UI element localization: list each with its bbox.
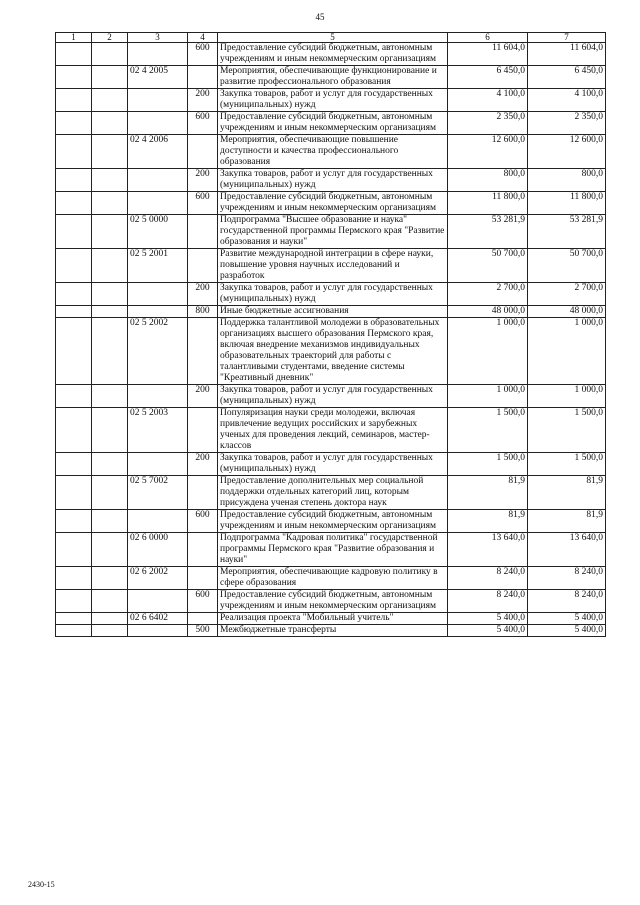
table-row [56, 135, 606, 169]
document-number: 2430-15 [28, 880, 55, 889]
table-row [56, 476, 606, 510]
cell-section [56, 112, 92, 135]
cell-name: Мероприятия, обеспечивающие функционирование и развитие профессионального образования [218, 66, 448, 89]
cell-expense-type: 200 [188, 169, 218, 192]
cell-amount-2: 50 700,0 [528, 249, 606, 283]
cell-target-code [128, 192, 188, 215]
cell-amount-2: 5 400,0 [528, 613, 606, 625]
cell-name: Развитие международной интеграции в сфере науки, повышение уровня научных исследований и разработок [218, 249, 448, 283]
cell-amount-1: 8 240,0 [448, 567, 528, 590]
cell-target-code [128, 385, 188, 408]
cell-expense-type [188, 533, 218, 567]
cell-amount-1: 81,9 [448, 510, 528, 533]
cell-amount-1: 2 700,0 [448, 283, 528, 306]
table-row [56, 89, 606, 112]
cell-target-code: 02 6 2002 [128, 567, 188, 590]
cell-expense-type [188, 408, 218, 453]
table-row [56, 533, 606, 567]
cell-subsection [92, 135, 128, 169]
cell-target-code: 02 5 2003 [128, 408, 188, 453]
cell-expense-type [188, 613, 218, 625]
cell-section [56, 249, 92, 283]
budget-table [55, 32, 606, 637]
cell-expense-type [188, 476, 218, 510]
cell-subsection [92, 567, 128, 590]
cell-subsection [92, 408, 128, 453]
cell-amount-2: 2 350,0 [528, 112, 606, 135]
cell-target-code [128, 510, 188, 533]
cell-name: Межбюджетные трансферты [218, 625, 448, 637]
cell-section [56, 613, 92, 625]
cell-target-code [128, 453, 188, 476]
cell-name: Закупка товаров, работ и услуг для государственных (муниципальных) нужд [218, 385, 448, 408]
cell-name: Подпрограмма "Кадровая политика" государственной программы Пермского края "Развитие образования и науки" [218, 533, 448, 567]
table-row [56, 43, 606, 66]
cell-target-code: 02 6 6402 [128, 613, 188, 625]
cell-name: Поддержка талантливой молодежи в образовательных организациях высшего образования Пермского края, включая внедрение механизмов индивидуальных образовательных траекторий для работы с талантливыми студентами, введение системы "Креативный дневник" [218, 318, 448, 385]
table-row [56, 625, 606, 637]
cell-section [56, 533, 92, 567]
table-row [56, 567, 606, 590]
cell-name: Популяризация науки среди молодежи, включая привлечение ведущих российских и зарубежных ученых для проведения лекций, семинаров, мастер-классов [218, 408, 448, 453]
cell-amount-1: 48 000,0 [448, 306, 528, 318]
cell-subsection [92, 112, 128, 135]
cell-amount-1: 13 640,0 [448, 533, 528, 567]
cell-subsection [92, 43, 128, 66]
cell-section [56, 453, 92, 476]
cell-amount-1: 12 600,0 [448, 135, 528, 169]
cell-target-code [128, 283, 188, 306]
cell-name: Иные бюджетные ассигнования [218, 306, 448, 318]
cell-name: Мероприятия, обеспечивающие повышение доступности и качества профессионального образования [218, 135, 448, 169]
cell-name: Предоставление дополнительных мер социальной поддержки отдельных категорий лиц, которым присуждена ученая степень доктора наук [218, 476, 448, 510]
cell-expense-type: 600 [188, 43, 218, 66]
cell-name: Предоставление субсидий бюджетным, автономным учреждениям и иным некоммерческим организациям [218, 192, 448, 215]
cell-expense-type: 200 [188, 453, 218, 476]
cell-section [56, 318, 92, 385]
cell-target-code: 02 4 2006 [128, 135, 188, 169]
cell-target-code: 02 5 2001 [128, 249, 188, 283]
cell-section [56, 66, 92, 89]
cell-target-code: 02 5 0000 [128, 215, 188, 249]
cell-expense-type: 800 [188, 306, 218, 318]
cell-amount-1: 4 100,0 [448, 89, 528, 112]
header-col-2: 2 [92, 33, 128, 43]
cell-amount-2: 4 100,0 [528, 89, 606, 112]
cell-subsection [92, 306, 128, 318]
cell-amount-2: 11 604,0 [528, 43, 606, 66]
cell-name: Предоставление субсидий бюджетным, автономным учреждениям и иным некоммерческим организациям [218, 510, 448, 533]
cell-section [56, 192, 92, 215]
cell-expense-type: 200 [188, 283, 218, 306]
cell-subsection [92, 533, 128, 567]
cell-subsection [92, 89, 128, 112]
cell-amount-2: 81,9 [528, 510, 606, 533]
cell-amount-2: 1 500,0 [528, 408, 606, 453]
cell-subsection [92, 590, 128, 613]
cell-section [56, 625, 92, 637]
cell-target-code [128, 89, 188, 112]
cell-target-code [128, 43, 188, 66]
cell-amount-2: 800,0 [528, 169, 606, 192]
cell-section [56, 135, 92, 169]
header-col-7: 7 [528, 33, 606, 43]
cell-amount-1: 50 700,0 [448, 249, 528, 283]
table-row [56, 283, 606, 306]
cell-section [56, 476, 92, 510]
cell-target-code: 02 5 7002 [128, 476, 188, 510]
cell-target-code [128, 625, 188, 637]
header-col-5: 5 [218, 33, 448, 43]
header-row [56, 33, 606, 43]
page-number: 45 [315, 12, 325, 22]
cell-expense-type [188, 318, 218, 385]
cell-section [56, 510, 92, 533]
cell-name: Закупка товаров, работ и услуг для государственных (муниципальных) нужд [218, 453, 448, 476]
cell-subsection [92, 453, 128, 476]
cell-amount-1: 11 800,0 [448, 192, 528, 215]
cell-target-code [128, 112, 188, 135]
cell-subsection [92, 169, 128, 192]
table-row [56, 249, 606, 283]
cell-name: Подпрограмма "Высшее образование и наука" государственной программы Пермского края "Развитие образования и науки" [218, 215, 448, 249]
table-row [56, 408, 606, 453]
cell-section [56, 89, 92, 112]
cell-name: Закупка товаров, работ и услуг для государственных (муниципальных) нужд [218, 89, 448, 112]
cell-target-code: 02 4 2005 [128, 66, 188, 89]
cell-amount-1: 5 400,0 [448, 625, 528, 637]
cell-name: Закупка товаров, работ и услуг для государственных (муниципальных) нужд [218, 283, 448, 306]
header-col-1: 1 [56, 33, 92, 43]
table-row [56, 306, 606, 318]
cell-expense-type [188, 135, 218, 169]
cell-amount-2: 1 000,0 [528, 318, 606, 385]
cell-name: Мероприятия, обеспечивающие кадровую политику в сфере образования [218, 567, 448, 590]
cell-amount-1: 800,0 [448, 169, 528, 192]
cell-amount-2: 8 240,0 [528, 590, 606, 613]
cell-expense-type: 600 [188, 590, 218, 613]
cell-subsection [92, 215, 128, 249]
cell-expense-type: 600 [188, 510, 218, 533]
cell-subsection [92, 66, 128, 89]
cell-target-code: 02 5 2002 [128, 318, 188, 385]
table-row [56, 192, 606, 215]
header-col-3: 3 [128, 33, 188, 43]
cell-section [56, 43, 92, 66]
cell-section [56, 590, 92, 613]
cell-subsection [92, 613, 128, 625]
cell-amount-2: 6 450,0 [528, 66, 606, 89]
table-row [56, 613, 606, 625]
cell-name: Предоставление субсидий бюджетным, автономным учреждениям и иным некоммерческим организациям [218, 43, 448, 66]
table-row [56, 590, 606, 613]
cell-section [56, 215, 92, 249]
cell-subsection [92, 192, 128, 215]
cell-amount-2: 2 700,0 [528, 283, 606, 306]
cell-amount-1: 11 604,0 [448, 43, 528, 66]
header-col-6: 6 [448, 33, 528, 43]
cell-amount-1: 81,9 [448, 476, 528, 510]
cell-subsection [92, 476, 128, 510]
cell-name: Закупка товаров, работ и услуг для государственных (муниципальных) нужд [218, 169, 448, 192]
cell-amount-1: 6 450,0 [448, 66, 528, 89]
cell-amount-2: 1 500,0 [528, 453, 606, 476]
cell-amount-1: 1 500,0 [448, 408, 528, 453]
cell-amount-1: 5 400,0 [448, 613, 528, 625]
table-row [56, 169, 606, 192]
cell-subsection [92, 318, 128, 385]
table-body [56, 43, 606, 637]
cell-expense-type: 600 [188, 112, 218, 135]
table-row [56, 510, 606, 533]
table-row [56, 66, 606, 89]
cell-name: Реализация проекта "Мобильный учитель" [218, 613, 448, 625]
cell-subsection [92, 510, 128, 533]
cell-amount-1: 1 000,0 [448, 385, 528, 408]
cell-subsection [92, 283, 128, 306]
cell-target-code [128, 306, 188, 318]
cell-expense-type [188, 215, 218, 249]
cell-name: Предоставление субсидий бюджетным, автономным учреждениям и иным некоммерческим организациям [218, 590, 448, 613]
cell-expense-type: 200 [188, 385, 218, 408]
cell-amount-1: 8 240,0 [448, 590, 528, 613]
cell-amount-1: 2 350,0 [448, 112, 528, 135]
cell-subsection [92, 625, 128, 637]
cell-target-code [128, 169, 188, 192]
cell-amount-2: 13 640,0 [528, 533, 606, 567]
cell-expense-type: 200 [188, 89, 218, 112]
cell-section [56, 306, 92, 318]
cell-target-code [128, 590, 188, 613]
cell-amount-2: 12 600,0 [528, 135, 606, 169]
cell-amount-2: 5 400,0 [528, 625, 606, 637]
header-col-4: 4 [188, 33, 218, 43]
cell-expense-type [188, 66, 218, 89]
cell-subsection [92, 385, 128, 408]
cell-expense-type: 500 [188, 625, 218, 637]
cell-subsection [92, 249, 128, 283]
table-row [56, 112, 606, 135]
table-row [56, 215, 606, 249]
table-row [56, 453, 606, 476]
cell-amount-2: 1 000,0 [528, 385, 606, 408]
cell-expense-type [188, 567, 218, 590]
cell-amount-1: 53 281,9 [448, 215, 528, 249]
cell-section [56, 169, 92, 192]
cell-name: Предоставление субсидий бюджетным, автономным учреждениям и иным некоммерческим организациям [218, 112, 448, 135]
cell-amount-1: 1 000,0 [448, 318, 528, 385]
cell-expense-type: 600 [188, 192, 218, 215]
table-row [56, 385, 606, 408]
table-row [56, 318, 606, 385]
cell-section [56, 385, 92, 408]
cell-section [56, 408, 92, 453]
cell-section [56, 567, 92, 590]
cell-target-code: 02 6 0000 [128, 533, 188, 567]
cell-amount-2: 53 281,9 [528, 215, 606, 249]
cell-expense-type [188, 249, 218, 283]
cell-amount-2: 48 000,0 [528, 306, 606, 318]
cell-amount-1: 1 500,0 [448, 453, 528, 476]
cell-amount-2: 11 800,0 [528, 192, 606, 215]
cell-amount-2: 8 240,0 [528, 567, 606, 590]
cell-section [56, 283, 92, 306]
cell-amount-2: 81,9 [528, 476, 606, 510]
